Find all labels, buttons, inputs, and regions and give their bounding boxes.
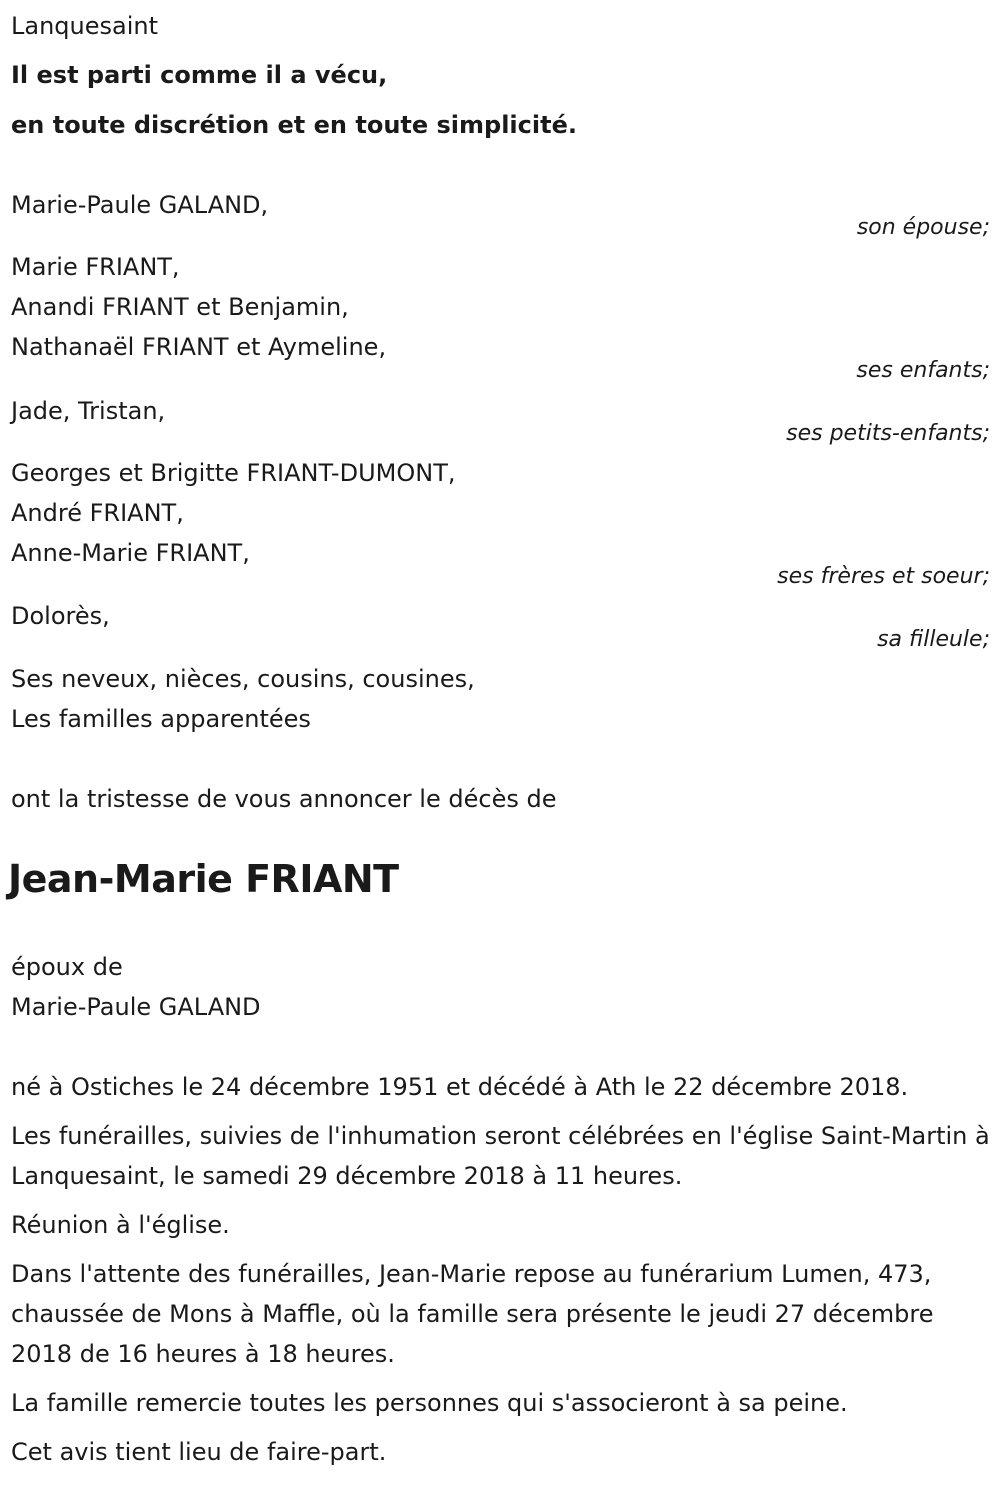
family-role: ses enfants;	[856, 358, 990, 383]
funeral-paragraph: Les funérailles, suivies de l'inhumation seront célébrées en l'église Saint-Martin à Lanquesaint, le samedi 29 décembre 2018 à 11 heures.	[11, 1122, 990, 1190]
family-name: André FRIANT,	[11, 499, 184, 527]
family-name: Nathanaël FRIANT et Aymeline,	[11, 333, 387, 361]
spouse-label: époux de	[11, 953, 123, 981]
family-role: sa filleule;	[877, 627, 990, 652]
meeting-paragraph: Réunion à l'église.	[11, 1211, 230, 1239]
thanks-paragraph: La famille remercie toutes les personnes qui s'associeront à sa peine.	[11, 1389, 848, 1417]
spouse-name: Marie-Paule GALAND	[11, 993, 261, 1021]
family-name: Marie-Paule GALAND,	[11, 191, 269, 219]
family-name: Marie FRIANT,	[11, 253, 180, 281]
announcement-text: ont la tristesse de vous annoncer le décès de	[11, 785, 557, 813]
family-role: ses petits-enfants;	[786, 421, 990, 446]
family-name: Ses neveux, nièces, cousins, cousines,	[11, 665, 475, 693]
funerarium-paragraph: Dans l'attente des funérailles, Jean-Marie repose au funérarium Lumen, 473, chaussée de Mons à Maffle, où la famille sera présente le jeudi 27 décembre 2018 de 16 heures à 18 heures.	[11, 1260, 934, 1368]
details-block	[11, 1067, 990, 1472]
family-name: Les familles apparentées	[11, 705, 311, 733]
family-name: Anne-Marie FRIANT,	[11, 539, 250, 567]
family-name: Jade, Tristan,	[11, 397, 166, 425]
place-name: Lanquesaint	[11, 12, 158, 40]
quote-line-1: Il est parti comme il a vécu,	[11, 61, 388, 89]
deceased-name: Jean-Marie FRIANT	[8, 857, 399, 901]
quote-line-2: en toute discrétion et en toute simplicité.	[11, 111, 577, 139]
family-role: son épouse;	[856, 215, 990, 240]
notice-paragraph: Cet avis tient lieu de faire-part.	[11, 1438, 387, 1466]
family-name: Georges et Brigitte FRIANT-DUMONT,	[11, 459, 456, 487]
family-role: ses frères et soeur;	[777, 564, 990, 589]
birth-death-paragraph: né à Ostiches le 24 décembre 1951 et décédé à Ath le 22 décembre 2018.	[11, 1073, 909, 1101]
family-name: Dolorès,	[11, 602, 110, 630]
family-name: Anandi FRIANT et Benjamin,	[11, 293, 349, 321]
